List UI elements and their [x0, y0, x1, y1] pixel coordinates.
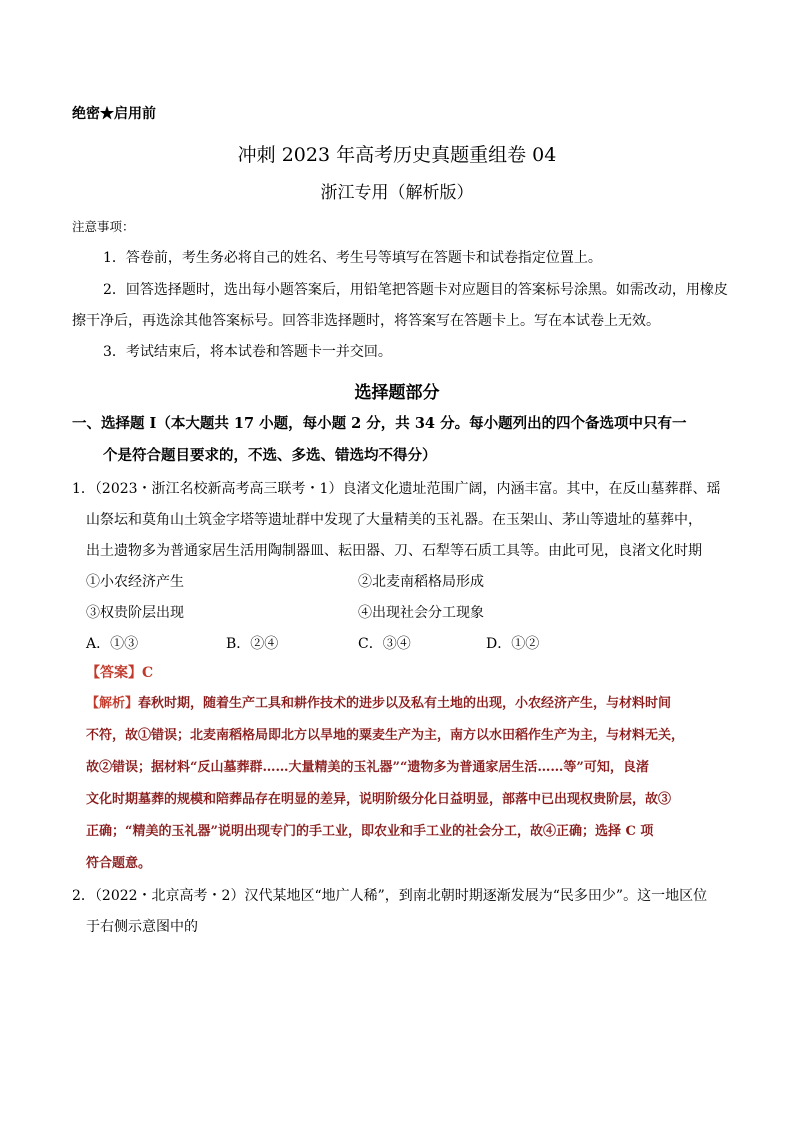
- page-title: 冲刺 2023 年高考历史真题重组卷 04: [237, 144, 557, 166]
- option-a: A．①③: [86, 636, 139, 652]
- secret-label: 绝密★启用前: [72, 106, 156, 122]
- page-subtitle: 浙江专用（解析版）: [320, 183, 474, 203]
- section-instruction: 个是符合题目要求的，不选、多选、错选均不得分）: [103, 447, 437, 464]
- analysis-line: [86, 694, 671, 714]
- question-item: ②北麦南稻格局形成: [358, 574, 484, 590]
- analysis-line: 故②错误；据材料“反山墓葬群……大量精美的玉礼器”“遗物多为普通家居生活……等”可知，良渚: [86, 760, 649, 775]
- option-d: D．①②: [486, 636, 540, 652]
- analysis-tag: 【解析】: [86, 696, 139, 711]
- analysis-line: 不符，故①错误；北麦南稻格局即北方以旱地的粟麦生产为主，南方以水田稻作生产为主，与材料无关，: [86, 728, 685, 743]
- question-text: 2．（2022・北京高考・2）汉代某地区“地广人稀”，到南北朝时期逐渐发展为“民多田少”。这一地区位: [72, 888, 708, 904]
- note-item: 1．答卷前，考生务必将自己的姓名、考生号等填写在答题卡和试卷指定位置上。: [103, 250, 602, 266]
- option-c: C．③④: [358, 636, 411, 652]
- section-instruction: 一、选择题 I（本大题共 17 小题，每小题 2 分，共 34 分。每小题列出的四个备选项中只有一: [72, 415, 687, 432]
- notes-heading: 注意事项：: [72, 219, 135, 234]
- note-item: 3．考试结束后，将本试卷和答题卡一并交回。: [103, 344, 392, 360]
- note-item: 2．回答选择题时，选出每小题答案后，用铅笔把答题卡对应题目的答案标号涂黑。如需改动，用橡皮: [103, 282, 728, 298]
- question-text: 山祭坛和莫角山土筑金字塔等遗址群中发现了大量精美的玉礼器。在玉架山、茅山等遗址的墓葬中，: [86, 512, 702, 528]
- option-b: B．②④: [226, 636, 279, 652]
- analysis-line: 正确；“精美的玉礼器”说明出现专门的手工业，即农业和手工业的社会分工，故④正确；选择 C 项: [86, 824, 654, 839]
- question-text: 1．（2023・浙江名校新高考高三联考・1）良渚文化遗址范围广阔，内涵丰富。其中，在反山墓葬群、瑶: [72, 481, 721, 497]
- section-title: 选择题部分: [354, 383, 440, 403]
- question-item: ③权贵阶层出现: [86, 605, 184, 621]
- analysis-text: 春秋时期，随着生产工具和耕作技术的进步以及私有土地的出现，小农经济产生，与材料时间: [138, 696, 672, 711]
- analysis-line: 文化时期墓葬的规模和陪葬品存在明显的差异，说明阶级分化日益明显，部落中已出现权贵阶层，故③: [86, 792, 672, 807]
- analysis-line: 符合题意。: [86, 856, 152, 871]
- note-item: 擦干净后，再选涂其他答案标号。回答非选择题时，将答案写在答题卡上。写在本试卷上无效。: [72, 313, 660, 329]
- question-item: ④出现社会分工现象: [358, 605, 484, 621]
- question-text: 出土遗物多为普通家居生活用陶制器皿、耘田器、刀、石犁等石质工具等。由此可见，良渚文化时期: [86, 543, 702, 559]
- answer-label: 【答案】C: [86, 665, 154, 681]
- question-item: ①小农经济产生: [86, 574, 184, 590]
- question-text: 于右侧示意图中的: [86, 919, 198, 935]
